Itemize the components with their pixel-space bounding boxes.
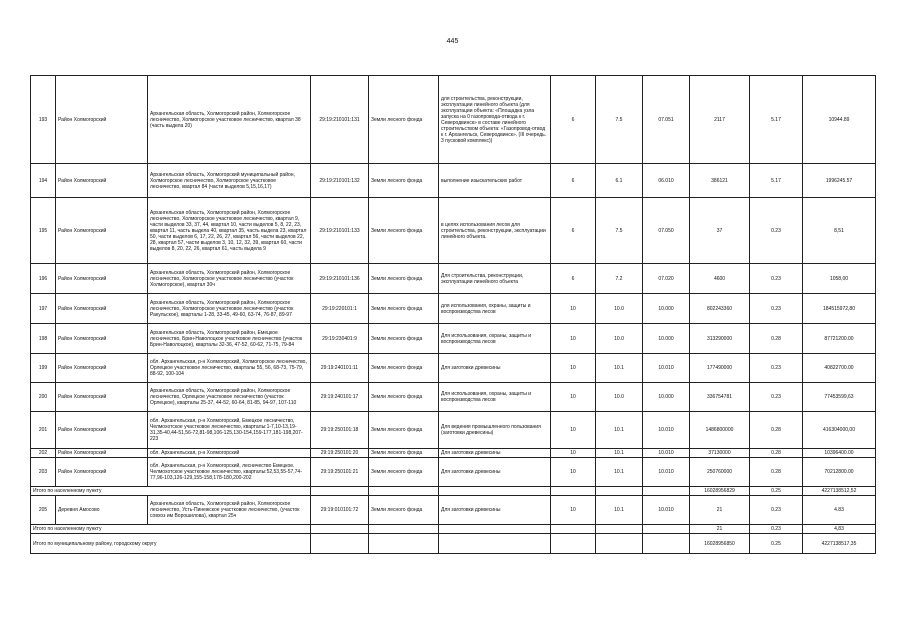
table-row [31, 164, 876, 198]
row-number: 194 [31, 164, 56, 198]
page-number: 445 [446, 38, 459, 45]
location-cell: обл. Архангельская, р-н Холмогорский, Холмогорское лесничество, Орлецкое участковое лесничество, кварталы 55, 56, 68-73, 75-79, 88-92, 100-104 [148, 354, 311, 383]
land-category-cell: Земли лесного фонда [369, 294, 439, 324]
location-cell: Архангельская область, Холмогорский район, Холмогорское лесничество, Холмогорское участковое лесничество, квартал 38 (часть выдела 20) [148, 76, 311, 164]
group-cell: 10 [551, 294, 596, 324]
cadastral-number-cell: 29:19:220101:1 [311, 294, 369, 324]
group-cell: 10 [551, 354, 596, 383]
code-cell: 10.000 [643, 383, 690, 412]
district-cell: Район Холмогорский [56, 294, 148, 324]
table-body [31, 76, 876, 554]
cadastral-value-cell: 77453599,63 [803, 383, 876, 412]
cadastral-number-cell: 29:19:240101:11 [311, 354, 369, 383]
rate-cell: 0.28 [750, 324, 803, 354]
district-cell: Район Холмогорский [56, 264, 148, 294]
rate-cell: 0.23 [750, 496, 803, 525]
district-cell: Район Холмогорский [56, 76, 148, 164]
total-area: 16028956850 [690, 534, 750, 554]
location-cell: Архангельская область, Холмогорский район, Емецкое лесничество, Брин-Наволоцкое участковое лесничество (участок Брин-Наволоцкое), кварталы 32-36, 47-52, 60-62, 71-75, 79-84 [148, 324, 311, 354]
row-number: 196 [31, 264, 56, 294]
permitted-use-cell: в целях использования лесов для строительства, реконструкции, эксплуатации линейного объекта. [439, 198, 551, 264]
location-cell: Архангельская область, Холмогорский район, Холмогорское лесничество, Орлецкое участковое лесничество (участок Орлецкое), кварталы 25-37, 44-52, 60-64, 81-85, 94-97, 107-110 [148, 383, 311, 412]
district-cell: Район Холмогорский [56, 354, 148, 383]
rate-cell: 0.23 [750, 354, 803, 383]
code-cell: 10.000 [643, 324, 690, 354]
group-cell: 10 [551, 458, 596, 487]
subgroup-cell: 10.1 [596, 458, 643, 487]
permitted-use-cell: для использования, охраны, защиты и воспроизводства лесов [439, 294, 551, 324]
cadastral-number-cell: 29:19:210101:131 [311, 76, 369, 164]
cadastral-number-cell: 29:19:250101:18 [311, 412, 369, 449]
cadastral-value-cell: 4.83 [803, 496, 876, 525]
district-cell: Район Холмогорский [56, 198, 148, 264]
code-cell: 06.010 [643, 164, 690, 198]
total-value: 4227138517,35 [803, 534, 876, 554]
cadastral-value-cell: 87721200.00 [803, 324, 876, 354]
table-row [31, 264, 876, 294]
subgroup-cell: 10.1 [596, 354, 643, 383]
code-cell: 07.050 [643, 198, 690, 264]
permitted-use-cell: Для заготовки древесины [439, 496, 551, 525]
subgroup-cell: 7.5 [596, 76, 643, 164]
group-cell: 6 [551, 76, 596, 164]
row-number: 205 [31, 496, 56, 525]
area-cell: 250760000 [690, 458, 750, 487]
total-area: 16028956829 [690, 487, 750, 496]
group-cell: 10 [551, 412, 596, 449]
subgroup-cell: 7.2 [596, 264, 643, 294]
code-cell: 10.000 [643, 294, 690, 324]
permitted-use-cell: Для использования, охраны, защиты и воспроизводства лесов [439, 383, 551, 412]
area-cell: 4600 [690, 264, 750, 294]
subgroup-cell: 10.0 [596, 324, 643, 354]
district-cell: Район Холмогорский [56, 324, 148, 354]
rate-cell: 5.17 [750, 76, 803, 164]
rate-cell: 0.28 [750, 449, 803, 458]
land-category-cell: Земли лесного фонда [369, 76, 439, 164]
code-cell: 10.010 [643, 458, 690, 487]
row-number: 202 [31, 449, 56, 458]
area-cell: 2117 [690, 76, 750, 164]
subgroup-cell: 10.0 [596, 383, 643, 412]
location-cell: Архангельская область, Холмогорский муниципальный район, Холмогорское лесничество, Холмогорское участковое лесничество, квартал 84 (части выделов 5,15,16,17) [148, 164, 311, 198]
row-number: 197 [31, 294, 56, 324]
land-category-cell: Земли лесного фонда [369, 458, 439, 487]
district-cell: Район Холмогорский [56, 449, 148, 458]
cadastral-number-cell: 29:19:010101:72 [311, 496, 369, 525]
district-cell: Район Холмогорский [56, 412, 148, 449]
cadastral-value-cell: 184515972,80 [803, 294, 876, 324]
land-category-cell: Земли лесного фонда [369, 354, 439, 383]
table-row [31, 354, 876, 383]
group-cell: 10 [551, 383, 596, 412]
area-cell: 386121 [690, 164, 750, 198]
total-rate: 0.25 [750, 487, 803, 496]
code-cell: 10.010 [643, 496, 690, 525]
land-category-cell: Земли лесного фонда [369, 164, 439, 198]
total-row [31, 525, 876, 534]
location-cell: Архангельская область, Холмогорский район, Холмогорское лесничество, Усть-Пинежское участковое лесничество, (участок совхоз им Ворошилова), квартал 25ч [148, 496, 311, 525]
cadastral-number-cell: 29:19:240101:17 [311, 383, 369, 412]
rate-cell: 0.23 [750, 294, 803, 324]
total-area: 21 [690, 525, 750, 534]
land-category-cell: Земли лесного фонда [369, 412, 439, 449]
land-category-cell: Земли лесного фонда [369, 496, 439, 525]
cadastral-number-cell: 29:19:250101:21 [311, 458, 369, 487]
rate-cell: 0.23 [750, 383, 803, 412]
subgroup-cell: 7.5 [596, 198, 643, 264]
subgroup-cell: 10.1 [596, 449, 643, 458]
location-cell: обл. Архангельская, р-н Холмогорский, лесничество Емецкое. Челмохотское участковое лесничество, кварталы:52,53,55-57,74-77,96-103,126-129,155-158,178-180,200-202 [148, 458, 311, 487]
land-category-cell: Земли лесного фонда [369, 383, 439, 412]
row-number: 193 [31, 76, 56, 164]
area-cell: 1486800000 [690, 412, 750, 449]
code-cell: 07.051 [643, 76, 690, 164]
total-value: 4227138512,52 [803, 487, 876, 496]
table-row [31, 294, 876, 324]
code-cell: 10.010 [643, 449, 690, 458]
total-rate: 0.25 [750, 534, 803, 554]
area-cell: 802243360 [690, 294, 750, 324]
total-label: Итого по населенному пункту [31, 487, 311, 496]
location-cell: обл. Архангельская, р-н Холмогорский [148, 449, 311, 458]
location-cell: Архангельская область, Холмогорский район, Холмогорское лесничество, Холмогорское участковое лесничество, квартал 9, части выделов 33, 37, 44, квартал 10, части выделов 5, 8, 22, 23, квартал 11, часть выдела 40, квартал 35, часть выдела 23, квартал 50, части выделов 6, 17, 22, 26, 27, квартал 56, части выделов 22, 28, квартал 57, части выделов 3, 10, 12, 32, 39, квартал 60, части выделов 8, 20, 22, 26, квартал 61, часть выдела 9 [148, 198, 311, 264]
land-category-cell: Земли лесного фонда [369, 198, 439, 264]
location-cell: Архангельская область, Холмогорский район, Холмогорское лесничество, Холмогорское участковое лесничество (участок Ракульское), кварталы 1-28, 33-45, 49-60, 63-74, 76-87, 89-97 [148, 294, 311, 324]
cadastral-value-table [30, 75, 876, 554]
cadastral-number-cell: 29:19:210101:136 [311, 264, 369, 294]
cadastral-number-cell: 29:19:210101:133 [311, 198, 369, 264]
area-cell: 21 [690, 496, 750, 525]
group-cell: 6 [551, 164, 596, 198]
table-row [31, 496, 876, 525]
table-row [31, 324, 876, 354]
permitted-use-cell: для строительства, реконструкции, эксплуатации линейного объекта (для эксплуатации объекта: «Площадка узла запуска на 0 газопровода-отвода к г. Северодвинск» в составе линейного строительством объекта: «Газопровод-отвод к г. Архангельск, Северодвинск». (III очередь. 3 пусковой комплекс)) [439, 76, 551, 164]
subgroup-cell: 6.1 [596, 164, 643, 198]
row-number: 200 [31, 383, 56, 412]
cadastral-number-cell: 29:19:230401:9 [311, 324, 369, 354]
row-number: 201 [31, 412, 56, 449]
location-cell: Архангельская область, Холмогорский район, Холмогорское лесничество, Холмогорское участковое лесничество (участок Холмогорское), квартал 30ч [148, 264, 311, 294]
rate-cell: 0.23 [750, 264, 803, 294]
row-number: 195 [31, 198, 56, 264]
permitted-use-cell: Для ведения промышленного пользования (заготовки древесины) [439, 412, 551, 449]
code-cell: 10.010 [643, 354, 690, 383]
permitted-use-cell: Для строительства, реконструкции, эксплуатации линейного объекта [439, 264, 551, 294]
permitted-use-cell: выполнение изыскательских работ [439, 164, 551, 198]
row-number: 199 [31, 354, 56, 383]
permitted-use-cell: Для заготовки древесины [439, 449, 551, 458]
total-rate: 0.23 [750, 525, 803, 534]
area-cell: 37 [690, 198, 750, 264]
rate-cell: 0.23 [750, 198, 803, 264]
group-cell: 6 [551, 198, 596, 264]
total-row-district [31, 534, 876, 554]
cadastral-value-cell: 416304000,00 [803, 412, 876, 449]
district-cell: Деревня Амосово [56, 496, 148, 525]
district-cell: Район Холмогорский [56, 458, 148, 487]
total-label: Итого по населенному пункту [31, 525, 311, 534]
subgroup-cell: 10.1 [596, 412, 643, 449]
cadastral-value-cell: 10944.89 [803, 76, 876, 164]
group-cell: 6 [551, 264, 596, 294]
subgroup-cell: 10.0 [596, 294, 643, 324]
table-row [31, 412, 876, 449]
group-cell: 10 [551, 449, 596, 458]
code-cell: 07.020 [643, 264, 690, 294]
table-row [31, 458, 876, 487]
row-number: 198 [31, 324, 56, 354]
total-row [31, 487, 876, 496]
row-number: 203 [31, 458, 56, 487]
code-cell: 10.010 [643, 412, 690, 449]
area-cell: 313290000 [690, 324, 750, 354]
group-cell: 10 [551, 324, 596, 354]
district-cell: Район Холмогорский [56, 164, 148, 198]
permitted-use-cell: Для заготовки древесины [439, 458, 551, 487]
table-row [31, 383, 876, 412]
table-row [31, 76, 876, 164]
rate-cell: 0.28 [750, 412, 803, 449]
group-cell: 10 [551, 496, 596, 525]
cadastral-value-cell: 1058,00 [803, 264, 876, 294]
land-category-cell: Земли лесного фонда [369, 264, 439, 294]
total-label: Итого по муниципальному району, городскому округу [31, 534, 311, 554]
cadastral-value-cell: 8,51 [803, 198, 876, 264]
cadastral-number-cell: 29:19:250101:20 [311, 449, 369, 458]
permitted-use-cell: Для использования, охраны, защиты и воспроизводства лесов [439, 324, 551, 354]
area-cell: 336754781 [690, 383, 750, 412]
table-row [31, 449, 876, 458]
permitted-use-cell: Для заготовки древесины [439, 354, 551, 383]
area-cell: 37130000 [690, 449, 750, 458]
cadastral-value-cell: 70212800.00 [803, 458, 876, 487]
cadastral-value-cell: 40822700.00 [803, 354, 876, 383]
land-category-cell: Земли лесного фонда [369, 324, 439, 354]
cadastral-value-cell: 10396400.00 [803, 449, 876, 458]
rate-cell: 0.28 [750, 458, 803, 487]
table-row [31, 198, 876, 264]
land-category-cell: Земли лесного фонда [369, 449, 439, 458]
location-cell: обл. Архангельская, р-н Холмогорский, Емецкое лесничество, Челмохотское участковое лесничество, кварталы:1-7,10-13,19-31,35-40,44-51,56-72,81-98,106-125,130-154,159-177,181-198,207-223 [148, 412, 311, 449]
area-cell: 177490000 [690, 354, 750, 383]
subgroup-cell: 10.1 [596, 496, 643, 525]
total-value: 4,83 [803, 525, 876, 534]
district-cell: Район Холмогорский [56, 383, 148, 412]
cadastral-value-cell: 1996245.57 [803, 164, 876, 198]
rate-cell: 5.17 [750, 164, 803, 198]
cadastral-number-cell: 29:19:210101:132 [311, 164, 369, 198]
